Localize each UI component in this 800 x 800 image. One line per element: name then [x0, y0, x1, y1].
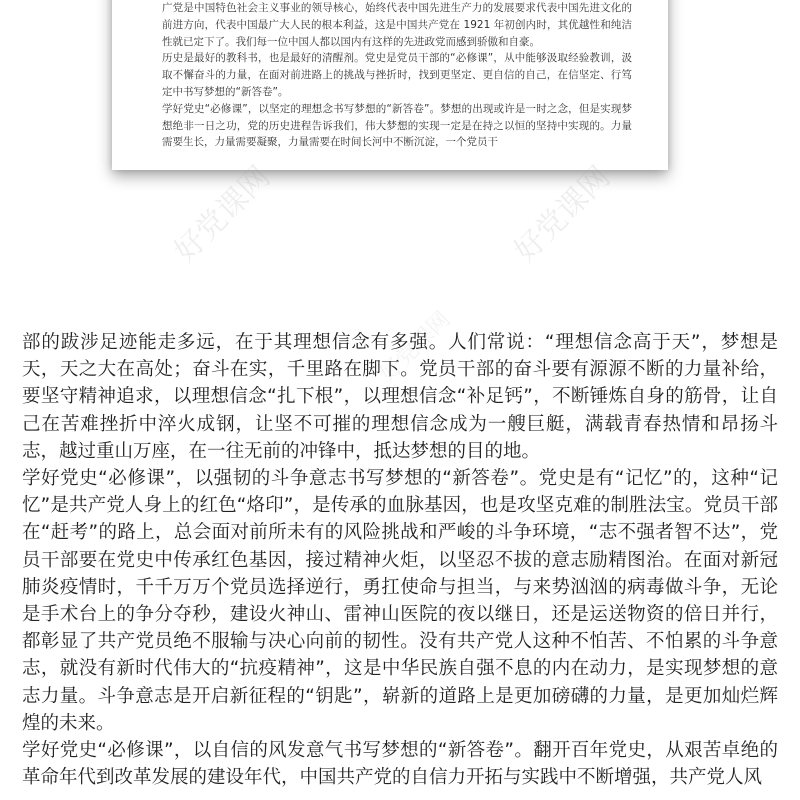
preview-paragraph-2: 历史是最好的教科书，也是最好的清醒剂。党史是党员干部的“必修课”，从中能够汲取经验教训，汲取不懈奋斗的力量，在面对前进路上的挑战与挫折时，找到更坚定、更自信的自己，在信坚定、行笃定中书写梦想的“新答卷”。: [162, 52, 632, 98]
watermark-left: 好党课网: [167, 159, 278, 270]
watermark-center: 好党课网: [375, 306, 456, 387]
preview-paragraph-3: 学好党史“必修课”，以坚定的理想念书写梦想的“新答卷”。梦想的出现或许是一时之念，但是实现梦想绝非一日之功，党的历史进程告诉我们，伟大梦想的实现一定是在持之以恒的坚持中实现的。力量需要生长，力量需要凝聚，力量需要在时间长河中不断沉淀，一个党员干: [162, 102, 632, 149]
document-preview-card: [112, 0, 668, 170]
preview-paragraph-1: 广党是中国特色社会主义事业的领导核心，始终代表中国先进生产力的发展要求代表中国先进文化的前进方向，代表中国最广大人民的根本利益，这是中国共产党在 1921 年初创内时，其优越性和纯洁性就已定下了。我们每一位中国人都以国内有这样的先进政党而感到骄傲和自豪。: [162, 2, 632, 48]
document-body: [22, 329, 778, 791]
watermark-right: 好党课网: [507, 159, 618, 270]
body-paragraph-2: 学好党史“必修课”，以强韧的斗争意志书写梦想的“新答卷”。党史是有“记忆”的，这种“记忆”是共产党人身上的红色“烙印”，是传承的血脉基因，也是攻坚克难的制胜法宝。党员干部在“赶考”的路上，总会面对前所未有的风险挑战和严峻的斗争环境，“志不强者智不达”，党员干部要在党史中传承红色基因，接过精神火炬，以坚忍不拔的意志励精图治。在面对新冠肺炎疫情时，千千万万个党员选择逆行，勇扛使命与担当，与来势汹汹的病毒做斗争，无论是手术台上的争分夺秒，建设火神山、雷神山医院的夜以继日，还是运送物资的倍日并行，都彰显了共产党员绝不服输与决心向前的韧性。没有共产党人这种不怕苦、不怕累的斗争意志，就没有新时代伟大的“抗疫精神”，这是中华民族自强不息的内在动力，是实现梦想的意志力量。斗争意志是开启新征程的“钥匙”，崭新的道路上是更加磅礴的力量，是更加灿烂辉煌的未来。: [22, 468, 778, 734]
body-paragraph-3: 学好党史“必修课”，以自信的风发意气书写梦想的“新答卷”。翻开百年党史，从艰苦卓绝的革命年代到改革发展的建设年代，中国共产党的自信力开拓与实践中不断增强，共产党人风: [22, 740, 778, 789]
preview-text: [162, 0, 632, 151]
body-paragraph-1: 部的跋涉足迹能走多远，在于其理想信念有多强。人们常说：“理想信念高于天”，梦想是天，天之大在高处；奋斗在实，千里路在脚下。党员干部的奋斗要有源源不断的力量补给，要坚守精神追求，以理想信念“扎下根”，以理想信念“补足钙”，不断锤炼自身的筋骨，让自己在苦难挫折中淬火成钢，让坚不可摧的理想信念成为一艘巨艇，满载青春热情和昂扬斗志，越过重山万座，在一往无前的冲锋中，抵达梦想的目的地。: [22, 332, 778, 462]
